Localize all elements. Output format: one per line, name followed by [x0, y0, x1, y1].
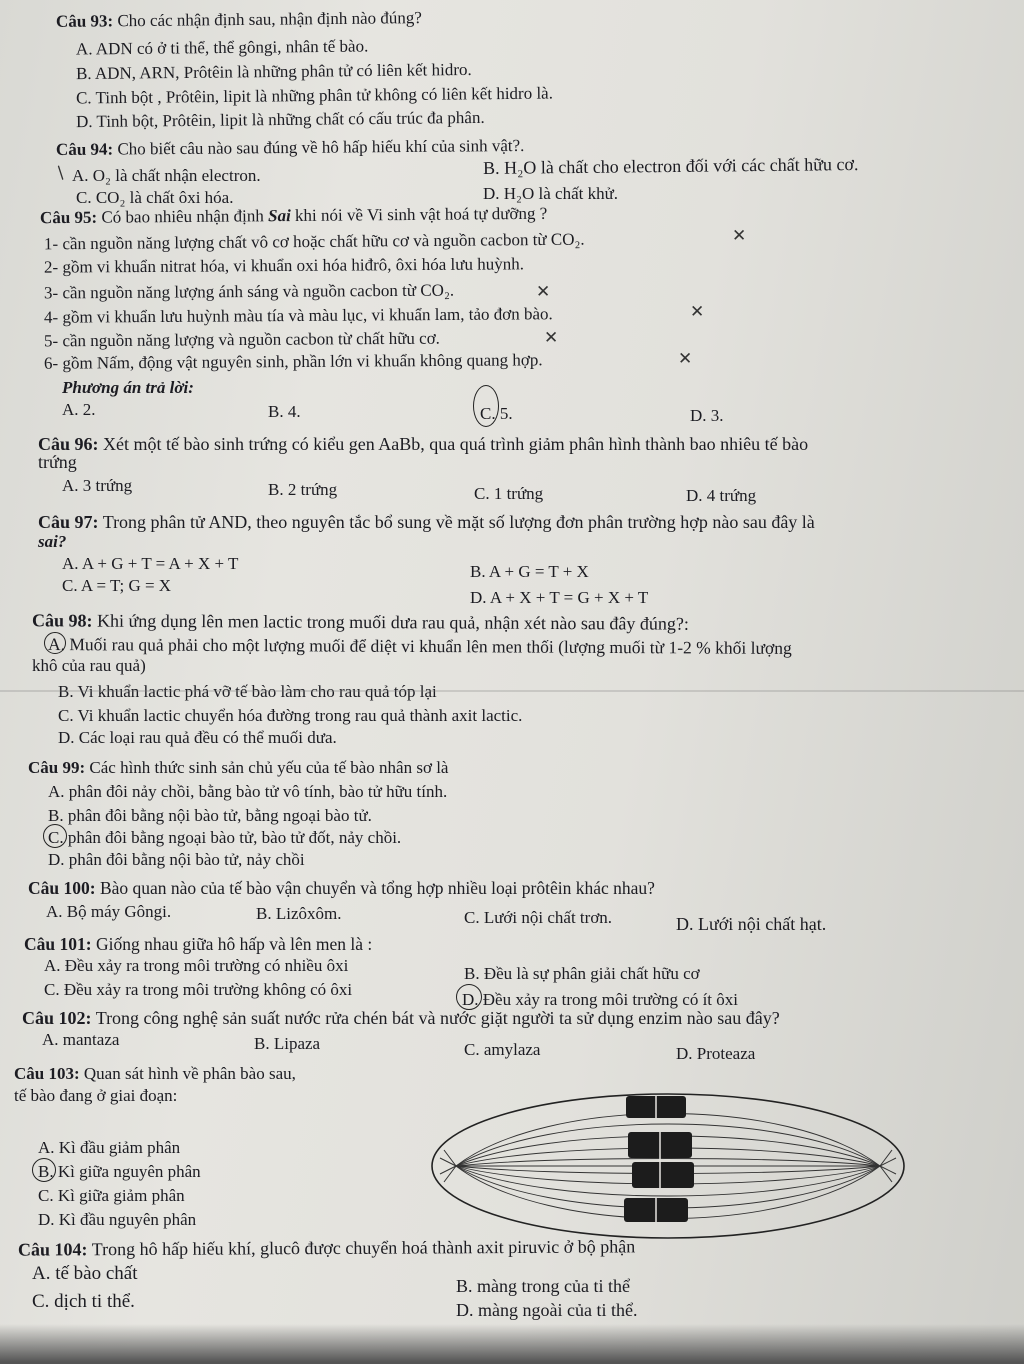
question-101-stem	[24, 934, 372, 954]
q99-option-d: D. phân đôi bằng nội bào tử, nảy chồi	[48, 850, 305, 869]
question-text: Cho các nhận định sau, nhận định nào đúng?	[117, 8, 423, 31]
q94-option-d: D. H₂O là chất khử.	[483, 184, 619, 203]
question-number: Câu 104:	[17, 1239, 88, 1260]
q99-option-c: C. phân đôi bằng ngoại bào tử, bào tử đốt, nảy chồi.	[48, 828, 402, 847]
q95-statement-1: 1- cần nguồn năng lượng chất vô cơ hoặc chất hữu cơ và nguồn cacbon từ CO₂.	[43, 229, 585, 254]
q100-option-b: B. Lizôxôm.	[256, 904, 342, 923]
q104-option-a: A. tế bào chất	[32, 1263, 138, 1284]
question-97-stem	[38, 512, 815, 532]
q95-statement-2: 2- gồm vi khuẩn nitrat hóa, vi khuẩn oxi hóa hiđrô, ôxi hóa lưu huỳnh.	[43, 254, 525, 277]
q95-option-a: A. 2.	[62, 400, 96, 419]
cell-division-figure	[428, 1088, 908, 1248]
question-93-stem	[56, 8, 422, 32]
question-text: Xét một tế bào sinh trứng có kiểu gen AaBb, qua quá trình giảm phân hình thành bao nhiêu tế bào	[103, 434, 809, 454]
q94-option-b: B. H₂O là chất cho electron đối với các chất hữu cơ.	[482, 154, 859, 178]
question-97-stem-line-2: sai?	[38, 532, 67, 551]
q100-option-c: C. Lưới nội chất trơn.	[464, 908, 613, 927]
question-number: Câu 94:	[55, 139, 114, 160]
question-text: Trong công nghệ sản suất nước rửa chén bát và nước giặt người ta sử dụng enzim nào sau đây?	[95, 1008, 780, 1028]
q104-option-b: B. màng trong của ti thể	[456, 1276, 630, 1296]
q93-option-d: D. Tinh bột, Prôtêin, lipit là những chất có cấu trúc đa phân.	[75, 107, 485, 132]
question-number: Câu 101:	[24, 934, 92, 954]
q96-option-c: C. 1 trứng	[474, 484, 544, 503]
q100-option-a: A. Bộ máy Gôngi.	[46, 902, 172, 921]
question-100-stem	[28, 878, 655, 898]
q104-option-d: D. màng ngoài của ti thể.	[456, 1300, 638, 1320]
q97-option-b: B. A + G = T + X	[470, 562, 589, 581]
question-number: Câu 100:	[28, 878, 96, 898]
question-text: Trong hô hấp hiếu khí, glucô được chuyển hoá thành axit piruvic ở bộ phận	[91, 1236, 636, 1260]
q97-option-d: D. A + X + T = G + X + T	[470, 588, 649, 607]
q102-option-c: C. amylaza	[464, 1040, 541, 1059]
question-96-stem	[38, 434, 808, 454]
handwritten-x-mark: ✕	[678, 349, 693, 369]
question-text: Cho biết câu nào sau đúng về hô hấp hiếu khí của sinh vật?.	[117, 135, 525, 159]
question-number: Câu 98:	[31, 610, 93, 631]
question-103-stem-line-2: tế bào đang ở giai đoạn:	[14, 1086, 178, 1105]
q103-option-a: A. Kì đầu giảm phân	[38, 1138, 181, 1157]
q98-option-c: C. Vi khuẩn lactic chuyển hóa đường trong rau quả thành axit lactic.	[58, 706, 523, 725]
question-96-stem-line-2: trứng	[38, 452, 77, 472]
q95-answer-label: Phương án trả lời:	[62, 378, 194, 397]
question-number: Câu 102:	[22, 1008, 92, 1028]
q94-option-c: C. CO₂ là chất ôxi hóa.	[76, 188, 234, 207]
question-number: Câu 93:	[55, 11, 114, 31]
question-98-stem	[32, 610, 689, 633]
question-99-stem	[28, 758, 448, 778]
q101-option-c: C. Đều xảy ra trong môi trường không có ôxi	[44, 980, 353, 999]
q101-option-a: A. Đều xảy ra trong môi trường có nhiều ôxi	[44, 956, 349, 975]
question-emphasis: Sai	[267, 206, 291, 226]
handwritten-circle	[456, 984, 482, 1010]
q104-option-c: C. dịch ti thể.	[32, 1291, 135, 1312]
q98-option-d: D. Các loại rau quả đều có thể muối dưa.	[58, 728, 337, 747]
handwritten-x-mark: ✕	[536, 282, 551, 302]
handwritten-circle	[43, 824, 67, 848]
q98-option-a: A. Muối rau quả phải cho một lượng muối để diệt vi khuẩn lên men thối (lượng muối từ 1-2 % khối lượng	[47, 634, 792, 658]
handwritten-circle	[32, 1158, 56, 1182]
q95-option-b: B. 4.	[268, 402, 301, 421]
q93-option-a: A. ADN có ở ti thể, thể gôngi, nhân tế bào.	[75, 36, 369, 59]
question-94-stem	[56, 136, 525, 160]
q93-option-c: C. Tinh bột , Prôtêin, lipit là những phân tử không có liên kết hidro là.	[75, 83, 554, 108]
bottom-shadow	[0, 1324, 1024, 1364]
handwritten-x-mark: ✕	[732, 226, 747, 246]
question-text: Các hình thức sinh sản chủ yếu của tế bào nhân sơ là	[89, 758, 449, 777]
q102-option-b: B. Lipaza	[254, 1034, 321, 1053]
q95-option-c: C. 5.	[480, 404, 513, 423]
q95-statement-4: 4- gồm vi khuẩn lưu huỳnh màu tía và màu lục, vi khuẩn lam, tảo đơn bào.	[43, 304, 553, 327]
question-text: Trong phân tử AND, theo nguyên tắc bổ sung về mặt số lượng đơn phân trường hợp nào sau đây là	[102, 512, 815, 532]
q101-option-b: B. Đều là sự phân giải chất hữu cơ	[464, 964, 700, 983]
question-number: Câu 99:	[28, 758, 86, 777]
q93-option-b: B. ADN, ARN, Prôtêin là những phân tử có liên kết hidro.	[75, 59, 472, 84]
q103-option-b: B. Kì giữa nguyên phân	[38, 1162, 201, 1181]
handwritten-x-mark: ✕	[690, 302, 705, 322]
question-text: Khi ứng dụng lên men lactic trong muối dưa rau quả, nhận xét nào sau đây đúng?:	[96, 610, 689, 634]
q94-option-a: A. O₂ là chất nhận electron.	[72, 166, 261, 185]
q102-option-a: A. mantaza	[42, 1030, 120, 1049]
q100-option-d: D. Lưới nội chất hạt.	[676, 914, 827, 934]
question-number: Câu 95:	[39, 207, 98, 228]
handwritten-circle	[44, 632, 66, 654]
q98-option-a-line-2: khô của rau quả)	[32, 656, 146, 675]
q98-option-b: B. Vi khuẩn lactic phá vỡ tế bào làm cho rau quả tóp lại	[58, 682, 437, 701]
paper-fold-line	[0, 690, 1024, 692]
question-number: Câu 96:	[38, 434, 99, 454]
q103-option-d: D. Kì đầu nguyên phân	[38, 1210, 197, 1229]
handwritten-x-mark: ✕	[544, 328, 559, 348]
handwritten-check-mark: /	[52, 163, 69, 183]
q95-statement-3: 3- cần nguồn năng lượng ánh sáng và nguồn cacbon từ CO₂.	[43, 280, 455, 303]
q97-option-a: A. A + G + T = A + X + T	[62, 554, 239, 573]
q102-option-d: D. Proteaza	[676, 1044, 756, 1063]
question-102-stem	[22, 1008, 780, 1028]
question-95-stem	[40, 204, 547, 228]
q96-option-b: B. 2 trứng	[268, 480, 338, 499]
q96-option-a: A. 3 trứng	[62, 476, 133, 495]
q96-option-d: D. 4 trứng	[686, 486, 757, 505]
q95-statement-5: 5- cần nguồn năng lượng và nguồn cacbon từ chất hữu cơ.	[43, 328, 440, 351]
q97-option-c: C. A = T; G = X	[62, 576, 172, 595]
question-103-stem	[14, 1064, 296, 1084]
question-text: Giống nhau giữa hô hấp và lên men là :	[95, 934, 373, 954]
handwritten-circle	[473, 385, 499, 427]
question-text: Bào quan nào của tế bào vận chuyển và tổng hợp nhiều loại prôtêin khác nhau?	[99, 878, 655, 898]
q99-option-b: B. phân đôi bằng nội bào tử, bằng ngoại bào tử.	[48, 806, 372, 825]
question-104-stem	[18, 1236, 635, 1259]
question-number: Câu 97:	[38, 512, 99, 532]
q101-option-d: D. Đều xảy ra trong môi trường có ít ôxi	[462, 990, 738, 1009]
q95-option-d: D. 3.	[690, 406, 724, 425]
question-text-part: Có bao nhiêu nhận định	[101, 206, 269, 227]
q99-option-a: A. phân đôi nảy chồi, bằng bào tử vô tính, bào tử hữu tính.	[48, 782, 448, 801]
q103-option-c: C. Kì giữa giảm phân	[38, 1186, 185, 1205]
question-text-part: khi nói về Vi sinh vật hoá tự dưỡng ?	[290, 203, 548, 226]
question-number: Câu 103:	[14, 1064, 80, 1083]
q95-statement-6: 6- gồm Nấm, động vật nguyên sinh, phần lớn vi khuẩn không quang hợp.	[43, 350, 543, 373]
question-text: Quan sát hình về phân bào sau,	[83, 1064, 296, 1083]
